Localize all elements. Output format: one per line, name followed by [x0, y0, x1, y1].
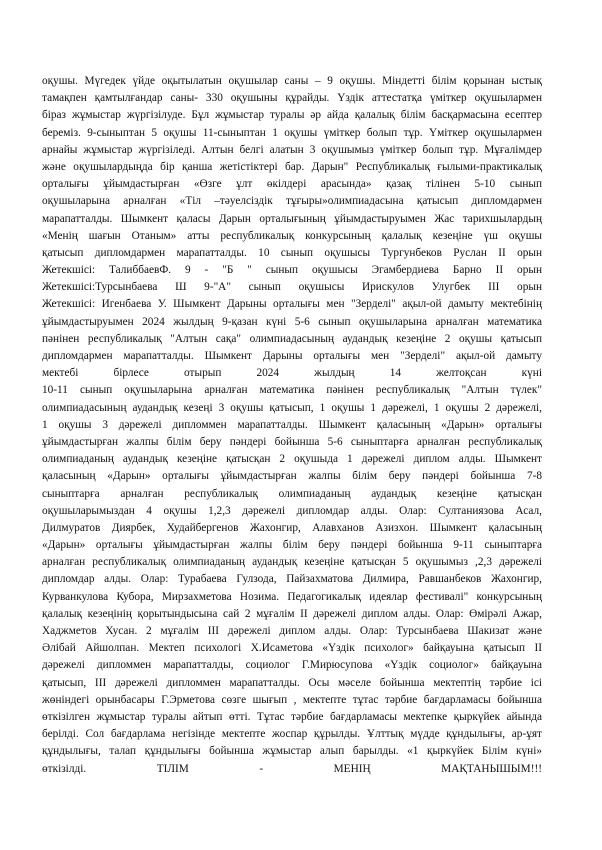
text-line: береміз. 9-сыныптан 5 оқушы 11-сыныптан 1 оқушы үміткер болып тұр. Үміткер оқушылармен: [42, 126, 542, 139]
text-line: дәрежелі дипломмен марапатталды, социолог Г.Мирюсупова «Үздік социолог» байқауына: [42, 659, 542, 672]
text-line: және оқушылардыңда бір қанша жетістіктері бар. Дарын" Республикалық ғылыми-практикалық: [42, 160, 542, 173]
text-line: арналған республикалық олимпиаданың аудандық кезеңіне қатысқан 5 оқушымыз ,2,3 дәрежелі: [42, 556, 542, 569]
closing-word: өткізілді.: [42, 762, 87, 775]
text-line: олимпиадасының аудандық кезеңі 3 оқушы қатысып, 1 оқушы 1 дәрежелі, 1 оқушы 2 дәрежелі,: [42, 401, 542, 414]
closing-word: МАҚТАНЫШЫМ!!!: [441, 762, 542, 775]
text-line: ұйымдастырған жалпы білім беру пәндері бойынша 5-6 сыныптарға арналған республикалық: [42, 435, 542, 448]
text-line: тамақпен қамтылғандар саны- 330 оқушыны құрайды. Үздік аттестатқа үміткер оқушылармен: [42, 92, 542, 105]
document-body: [42, 73, 542, 761]
text-line: мектебі бірлесе отырып 2024 жылдың 14 желтоқсан күні: [42, 367, 542, 380]
text-line: қалалық кезеңінің қорытындысына сай 2 мұғалім ІІ дәрежелі диплом алды. Олар: Өмірәлі Ажар,: [42, 607, 542, 620]
text-line: жөніндегі орынбасары Г.Эрметова сөзге шығып , мектепте тұтас тәрбие бағдарламасы бойынша: [42, 693, 542, 706]
text-line: дипломдармен марапатталды. Шымкент Дарыны орталығы мен "Зерделі" ақыл-ой дамыту: [42, 350, 542, 362]
text-line: дипломдар алды. Олар: Турабаева Гулзода, Пайзахматова Дилмира, Равшанбеков Жахонгир,: [42, 573, 542, 586]
text-line: Жетекшісі:Турсынбаева Ш 9-"А" сынып оқушысы Ирискулов Улугбек ІІІ орын: [42, 281, 542, 294]
text-line: Жетекшісі: ТалиббаевФ. 9 - "Б " сынып оқушысы Эгамбердиева Барно ІІ орын: [42, 264, 542, 277]
text-line: Дилмуратов Диярбек, Худайбергенов Жахонгир, Алавханов Азизхон. Шымкент қаласының: [42, 521, 542, 534]
text-line: марапатталды. Шымкент қаласы Дарын орталығының ұйымдастыруымен Жас тарихшылардың: [42, 212, 542, 225]
text-line: ұйымдастыруымен 2024 жылдың 9-қазан күні 5-6 сынып оқушыларына арналған математика: [42, 315, 542, 328]
text-line: Әлібай Айшолпан. Мектеп психологі Х.Исаметова «Үздік психолог» байқауына қатысып ІІ: [42, 642, 542, 655]
text-line: «Менің шағын Отаным» атты республикалық конкурсының қалалық кезеңіне үш оқушы: [42, 229, 542, 242]
text-line: арнайы жұмыстар жүргізіледі. Алтын белгі алатын 3 оқушымыз үміткер болып тұр. Мұғалімдер: [42, 143, 542, 156]
text-line: Жетекшісі: Игенбаева У. Шымкент Дарыны орталығы мен "Зерделі" ақыл-ой дамыту мектебінің: [42, 298, 542, 311]
text-line: 10-11 сынып оқушыларына арналған математика пәнінен республикалық "Алтын түлек": [42, 384, 542, 397]
text-line: оқушыларымыздан 4 оқушы 1,2,3 дәрежелі дипломдар алды. Олар: Султаниязова Асал,: [42, 504, 542, 517]
text-line: қатысып дипломдармен марапатталды. 10 сынып оқушысы Тургунбеков Руслан ІІ орын: [42, 246, 542, 259]
text-line: біраз жұмыстар жүргізілуде. Бұл жұмыстар туралы әр айда қалалық білім басқармасына есептер: [42, 109, 542, 122]
text-line: оқушыларына арналған «Тіл –тәуелсіздік тұғыры»олимпиадасына қатысып дипломдармен: [42, 195, 542, 208]
text-line: «Дарын» орталығы ұйымдастырған жалпы білім беру пәндері бойынша 9-11 сыныптарға: [42, 539, 542, 552]
text-line: қаласының «Дарын» орталығы ұйымдастырған жалпы білім беру пәндері бойынша 7-8: [42, 470, 542, 483]
text-line: өткізілген жұмыстар туралы айтып өтті. Тұтас тәрбие бағдарламасы мектепке қыркүйек айында: [42, 710, 542, 723]
closing-word: МЕНІҢ: [333, 762, 371, 775]
text-line: пәнінен республикалық "Алтын сақа" олимпиадасының аудандық кезеңіне 2 оқушы қатысып: [42, 332, 542, 345]
text-line: орталығы ұйымдастырған «Өзге ұлт өкілдері арасында» қазақ тілінен 5-10 сынып: [42, 178, 542, 191]
text-line: оқушы. Мүгедек үйде оқытылатын оқушылар саны – 9 оқушы. Міндетті білім қорынан ыстық: [42, 75, 542, 87]
closing-line: [42, 761, 542, 778]
text-line: құндылығы, талап құндылығы бойынша жұмыстар алып барылды. «1 қыркүйек Білім күні»: [42, 745, 542, 758]
text-line: олимпиаданың аудандық кезеңіне қатысқан 2 оқушыда 1 дәрежелі диплом алды. Шымкент: [42, 453, 542, 466]
text-line: қатысып, ІІІ дәрежелі дипломмен марапатталды. Осы мәселе бойынша мектептің тәрбие ісі: [42, 676, 542, 689]
text-line: Хаджметов Хусан. 2 мұғалім ІІІ дәрежелі диплом алды. Олар: Турсынбаева Шакизат және: [42, 625, 542, 637]
text-line: Курванкулова Кубора, Мирзахметова Нозима. Педагогикалық идеялар фестивалі" конкурсының: [42, 590, 542, 603]
text-line: берілді. Сол бағдарлама негізінде мектепте жоспар құрылды. Ұлттық мүдде құндылығы, ар-ұят: [42, 728, 542, 741]
text-line: 1 оқушы 3 дәрежелі дипломмен марапатталды. Шымкент қаласының «Дарын» орталығы: [42, 418, 542, 431]
closing-word: -: [259, 762, 264, 775]
text-line: сыныптарға арналған республикалық олимпиаданың аудандық кезеңіне қатысқан: [42, 487, 542, 500]
closing-word: ТІЛІМ: [156, 762, 189, 775]
